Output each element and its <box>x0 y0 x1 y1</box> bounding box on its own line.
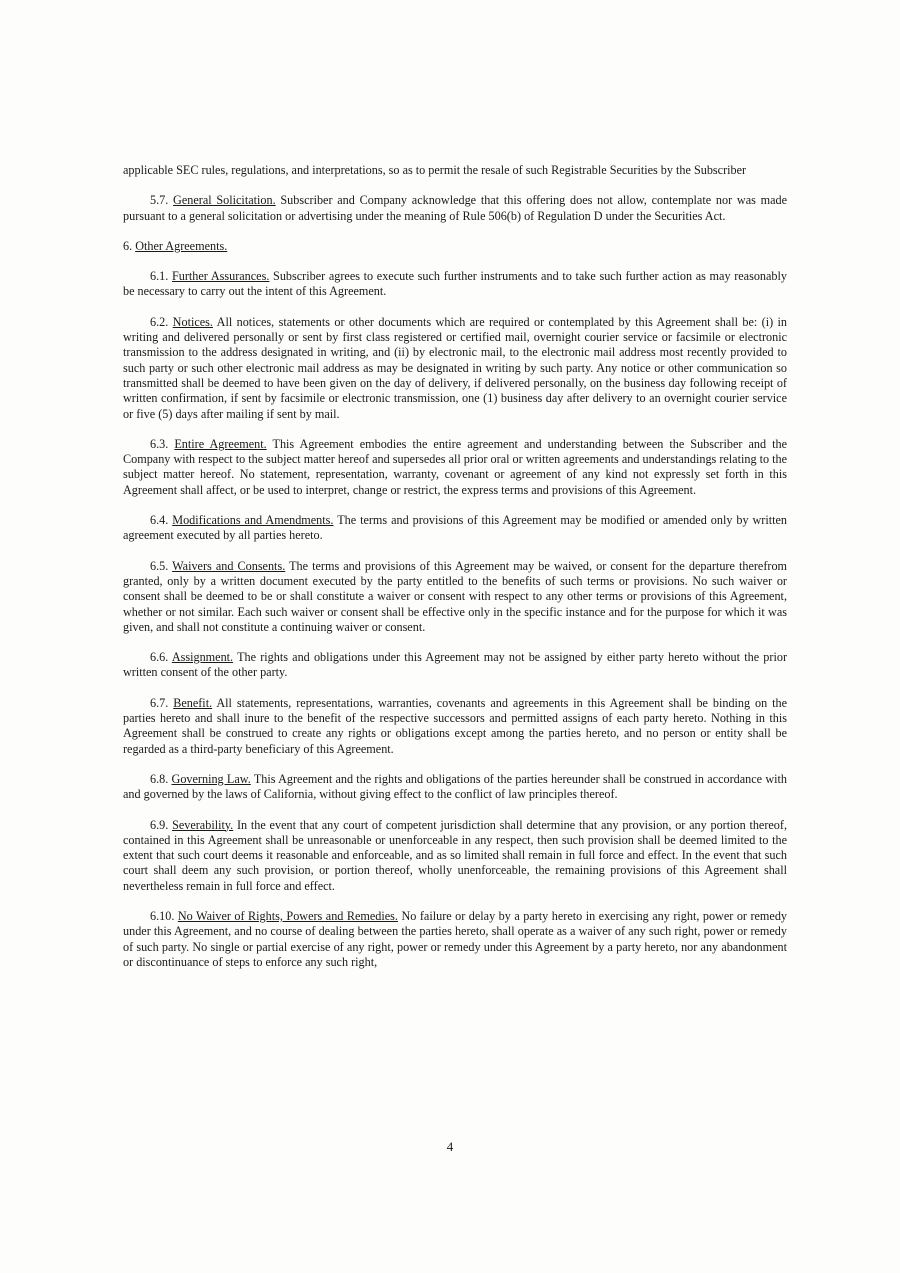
section-number: 6.3. <box>150 436 169 451</box>
section-number: 6. <box>123 238 133 253</box>
section-6-6 <box>123 650 787 681</box>
section-text: The rights and obligations under this Agreement may not be assigned by either party hereto without the prior written consent of the other party. <box>123 650 787 680</box>
section-6-7 <box>123 696 787 757</box>
section-heading: Benefit. <box>173 695 213 710</box>
section-text: All statements, representations, warranties, covenants and agreements in this Agreement shall be binding on the parties hereto and shall inure to the benefit of the respective successors and permitted assigns of each party hereto. Nothing in this Agreement shall be construed to create any rights or obligations except among the parties hereto, and no person or entity shall be regarded as a third-party beneficiary of this Agreement. <box>123 695 788 756</box>
section-heading: Waivers and Consents. <box>172 558 286 573</box>
section-heading: General Solicitation. <box>173 193 276 208</box>
section-number: 6.10. <box>150 908 175 923</box>
section-text: The terms and provisions of this Agreement may be waived, or consent for the departure therefrom granted, only by a written document executed by the party entitled to the benefits of such terms or provisions. No such waiver or consent shall be deemed to be or shall constitute a waiver or consent with respect to any other terms or provisions of this Agreement, whether or not similar. Each such waiver or consent shall be effective only in the specific instance and for the purpose for which it was given, and shall not constitute a continuing waiver or consent. <box>123 558 788 634</box>
section-text: This Agreement and the rights and obligations of the parties hereunder shall be construed in accordance with and governed by the laws of California, without giving effect to the conflict of law principles thereof. <box>123 771 787 802</box>
section-6-8 <box>123 772 787 803</box>
section-number: 6.4. <box>150 513 169 528</box>
document-body <box>123 163 787 985</box>
section-number: 6.6. <box>150 650 169 665</box>
section-number: 5.7. <box>150 193 169 208</box>
section-6-1 <box>123 269 787 300</box>
section-6 <box>123 239 787 254</box>
section-text: The terms and provisions of this Agreement may be modified or amended only by written agreement executed by all parties hereto. <box>123 513 788 543</box>
section-number: 6.1. <box>150 269 169 284</box>
section-6-5 <box>123 559 787 635</box>
section-heading: Entire Agreement. <box>174 436 267 451</box>
section-6-3 <box>123 437 787 498</box>
section-text: No failure or delay by a party hereto in exercising any right, power or remedy under this Agreement, and no course of dealing between the parties hereto, shall operate as a waiver of any such right, power or remedy of such party. No single or partial exercise of any right, power or remedy under this Agreement by a party hereto, nor any abandonment or discontinuance of steps to enforce any such right, <box>123 908 788 969</box>
section-number: 6.5. <box>150 558 169 573</box>
section-heading: Notices. <box>172 314 213 329</box>
section-heading: Further Assurances. <box>171 269 270 284</box>
section-text: In the event that any court of competent jurisdiction shall determine that any provision, or any portion thereof, contained in this Agreement shall be unreasonable or unenforceable in any respect, then such provision shall be deemed limited to the extent that such court deems it reasonable and enforceable, and as so limited shall remain in full force and effect. In the event that such court shall deem any such provision, or portion thereof, wholly unenforceable, the remaining provisions of this Agreement shall nevertheless remain in full force and effect. <box>123 817 788 893</box>
section-text: Subscriber and Company acknowledge that this offering does not allow, contemplate nor was made pursuant to a general solicitation or advertising under the meaning of Rule 506(b) of Regulation D under the Securities Act. <box>123 193 788 223</box>
page-number: 4 <box>446 1139 454 1154</box>
section-number: 6.7. <box>150 695 169 710</box>
section-text: This Agreement embodies the entire agreement and understanding between the Subscriber and the Company with respect to the subject matter hereof and supersedes all prior oral or written agreements and understandings relating to the subject matter hereof. No statement, representation, warranty, covenant or agreement of any kind not expressly set forth in this Agreement shall affect, or be used to interpret, change or restrict, the express terms and provisions of this Agreement. <box>123 436 788 497</box>
intro-paragraph: applicable SEC rules, regulations, and interpretations, so as to permit the resale of such Registrable Securities by the Subscriber <box>123 163 747 177</box>
section-heading: Modifications and Amendments. <box>172 513 334 528</box>
section-text: All notices, statements or other documents which are required or contemplated by this Agreement shall be: (i) in writing and delivered personally or sent by first class registered or certified mail, overnight courier service or facsimile or electronic transmission to the address designated in writing, and (ii) by electronic mail, to the electronic mail address most recently provided to such party or such other electronic mail address as may be designated in writing by such party. Any notice or other communication so transmitted shall be deemed to have been given on the day of delivery, if delivered personally, on the business day following receipt of written confirmation, if sent by facsimile or electronic transmission, one (1) business day after delivery to an overnight courier service or five (5) days after mailing if sent by mail. <box>123 314 787 421</box>
section-6-2 <box>123 315 787 422</box>
section-6-4 <box>123 513 787 544</box>
section-text: Subscriber agrees to execute such further instruments and to take such further action as may reasonably be necessary to carry out the intent of this Agreement. <box>123 269 788 299</box>
section-5-7 <box>123 193 787 224</box>
section-6-10 <box>123 909 787 970</box>
section-number: 6.8. <box>150 771 169 786</box>
section-heading: Other Agreements. <box>135 238 228 253</box>
section-heading: No Waiver of Rights, Powers and Remedies. <box>177 908 398 923</box>
section-heading: Governing Law. <box>171 771 251 786</box>
section-number: 6.9. <box>150 817 169 832</box>
section-heading: Assignment. <box>171 650 234 665</box>
section-number: 6.2. <box>150 314 169 329</box>
section-6-9 <box>123 818 787 894</box>
section-heading: Severability. <box>172 817 234 832</box>
